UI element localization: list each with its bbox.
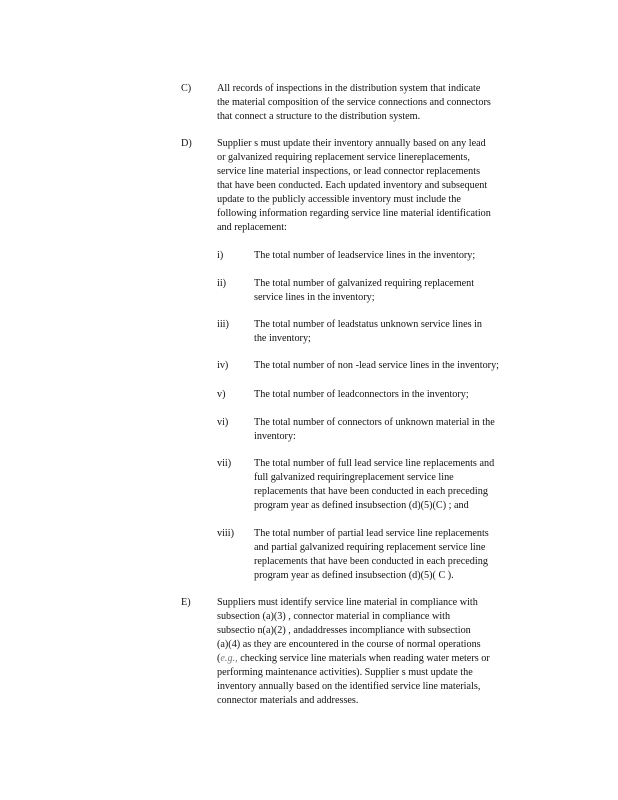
section-d-line: or galvanized requiring replacement service linereplacements, — [217, 152, 470, 163]
section-d-line: and replacement: — [217, 222, 287, 233]
subitem-label: ii) — [217, 278, 227, 289]
section-d-line: update to the publicly accessible inventory must include the — [217, 194, 461, 205]
subitem-text — [254, 388, 537, 402]
subitem-line: inventory: — [254, 431, 296, 442]
section-c-text — [217, 82, 535, 124]
section-e-line-eg — [217, 652, 535, 666]
subitem-label: i) — [217, 250, 224, 261]
subitem-text — [254, 318, 537, 346]
subitem-text — [254, 249, 537, 263]
eg-abbrev: e.g., — [220, 653, 238, 664]
subitem-line: The total number of leadconnectors in the inventory; — [254, 389, 469, 400]
section-e-line: (a)(4) as they are encountered in the course of normal operations — [217, 639, 481, 650]
subitem-label: v) — [217, 389, 226, 400]
subitem-line: The total number of leadstatus unknown service lines in — [254, 319, 483, 330]
subitem-label: iv) — [217, 360, 229, 371]
section-e-label: E) — [181, 597, 191, 608]
open-paren: ( — [217, 653, 221, 664]
section-d-line: following information regarding service line material identification — [217, 208, 491, 219]
line5-rest: checking service line materials when reading water meters or — [237, 653, 490, 664]
section-c-line: that connect a structure to the distribution system. — [217, 111, 421, 122]
section-e-line: performing maintenance activities). Supplier s must update the — [217, 667, 473, 678]
section-d-line: Supplier s must update their inventory annually based on any lead — [217, 138, 486, 149]
subitem-text — [254, 457, 537, 513]
section-d-line: service line material inspections, or lead connector replacements — [217, 166, 481, 177]
subitem-line: The total number of galvanized requiring replacement — [254, 278, 475, 289]
section-c-line: All records of inspections in the distribution system that indicate — [217, 83, 481, 94]
subitem-text — [254, 277, 537, 305]
section-e-text — [217, 596, 535, 708]
subitem-line: replacements that have been conducted in each preceding — [254, 486, 488, 497]
subitem-text — [254, 416, 537, 444]
subitem-label: viii) — [217, 528, 234, 539]
section-e-line: connector materials and addresses. — [217, 695, 359, 706]
subitem-label: iii) — [217, 319, 229, 330]
section-e-line: Suppliers must identify service line material in compliance with — [217, 597, 478, 608]
subitem-line: The total number of full lead service line replacements and — [254, 458, 495, 469]
subitem-line: The total number of leadservice lines in the inventory; — [254, 250, 476, 261]
subitem-line: and partial galvanized requiring replacement service line — [254, 542, 486, 553]
subitem-text — [254, 359, 537, 373]
section-e-line: inventory annually based on the identified service line materials, — [217, 681, 481, 692]
section-e-line: subsection (a)(3) , connector material in compliance with — [217, 611, 451, 622]
subitem-line: The total number of partial lead service line replacements — [254, 528, 489, 539]
section-c-line: the material composition of the service connections and connectors — [217, 97, 491, 108]
subitem-line: program year as defined insubsection (d)(5)( C ). — [254, 570, 454, 581]
subitem-line: The total number of non -lead service lines in the inventory; — [254, 360, 499, 371]
subitem-line: program year as defined insubsection (d)(5)(C) ; and — [254, 500, 469, 511]
section-d-text — [217, 137, 535, 235]
section-d-label: D) — [181, 138, 192, 149]
subitem-line: the inventory; — [254, 333, 311, 344]
subitem-label: vi) — [217, 417, 229, 428]
subitem-line: full galvanized requiringreplacement service line — [254, 472, 454, 483]
subitem-line: replacements that have been conducted in each preceding — [254, 556, 488, 567]
subitem-line: service lines in the inventory; — [254, 292, 375, 303]
section-e-line: subsectio n(a)(2) , andaddresses incompliance with subsection — [217, 625, 471, 636]
section-d-line: that have been conducted. Each updated inventory and subsequent — [217, 180, 488, 191]
section-c-label: C) — [181, 83, 192, 94]
subitem-line: The total number of connectors of unknown material in the — [254, 417, 495, 428]
subitem-label: vii) — [217, 458, 232, 469]
subitem-text — [254, 527, 537, 583]
